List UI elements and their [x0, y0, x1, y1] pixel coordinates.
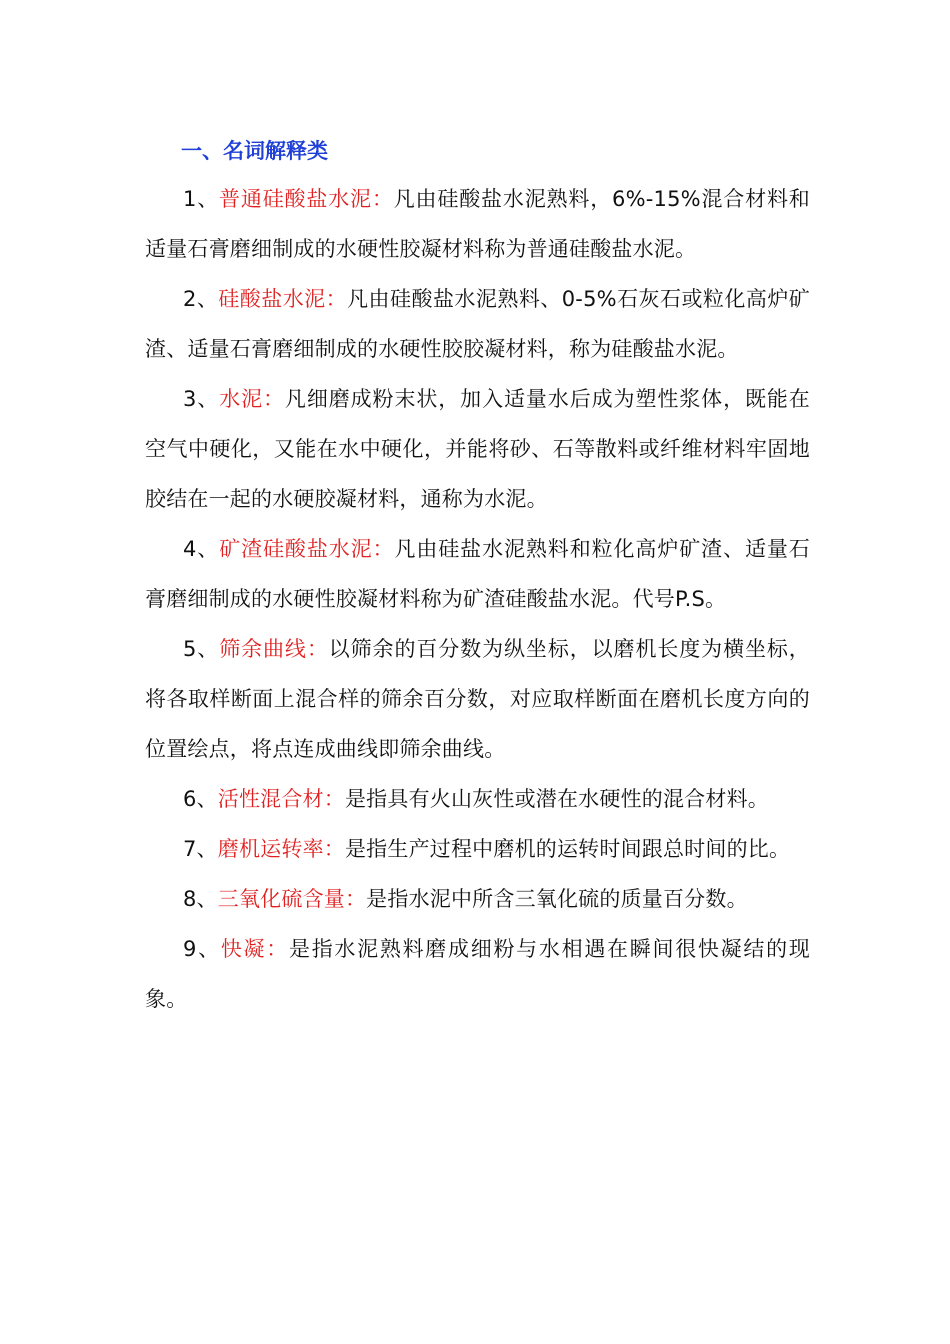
entry-term: 普通硅酸盐水泥：	[219, 187, 394, 211]
entry-definition: 凡由硅酸盐水泥熟料、0-5%石灰石或粒化高炉矿渣、适量石膏磨细制成的水硬性胶胶凝材料，称为硅酸盐水泥。	[145, 287, 810, 361]
entry-2	[145, 274, 810, 374]
entry-term: 三氧化硫含量：	[217, 887, 367, 911]
entry-term: 矿渣硅酸盐水泥：	[219, 537, 395, 561]
document-page	[145, 128, 810, 1024]
entry-definition: 是指水泥熟料磨成细粉与水相遇在瞬间很快凝结的现象。	[145, 937, 811, 1011]
entry-term: 磨机运转率：	[217, 837, 345, 861]
entry-number: 6、	[183, 787, 218, 811]
entry-9	[145, 924, 810, 1024]
entry-number: 9、	[183, 937, 221, 961]
entry-number: 8、	[183, 887, 218, 911]
entry-number: 3、	[183, 387, 220, 411]
entry-definition: 凡由硅酸盐水泥熟料，6%-15%混合材料和适量石膏磨细制成的水硬性胶凝材料称为普通硅酸盐水泥。	[145, 187, 810, 261]
entry-number: 1、	[183, 187, 220, 211]
entry-definition: 是指具有火山灰性或潜在水硬性的混合材料。	[344, 787, 769, 811]
entry-term: 水泥：	[219, 387, 285, 411]
entry-1	[145, 174, 810, 274]
entry-term: 快凝：	[220, 937, 289, 961]
section-title: 一、名词解释类	[181, 139, 328, 163]
entry-definition: 凡由硅盐水泥熟料和粒化高炉矿渣、适量石膏磨细制成的水硬性胶凝材料称为矿渣硅酸盐水泥。代号P.S。	[145, 537, 810, 611]
entry-7	[145, 824, 810, 874]
entry-number: 2、	[183, 287, 219, 311]
entry-term: 硅酸盐水泥：	[218, 287, 348, 311]
entry-number: 5、	[183, 637, 220, 661]
entry-number: 7、	[183, 837, 218, 861]
entry-8	[145, 874, 810, 924]
entry-definition: 是指生产过程中磨机的运转时间跟总时间的比。	[344, 837, 791, 861]
entry-definition: 是指水泥中所含三氧化硫的质量百分数。	[366, 887, 748, 911]
entry-term: 筛余曲线：	[219, 637, 329, 661]
entry-definition: 凡细磨成粉末状，加入适量水后成为塑性浆体，既能在空气中硬化，又能在水中硬化，并能将砂、石等散料或纤维材料牢固地胶结在一起的水硬胶凝材料，通称为水泥。	[145, 387, 810, 511]
entry-5	[145, 624, 810, 774]
entry-6	[145, 774, 810, 824]
entry-term: 活性混合材：	[217, 787, 345, 811]
entry-3	[145, 374, 810, 524]
entry-4	[145, 524, 810, 624]
entry-definition: 以筛余的百分数为纵坐标，以磨机长度为横坐标，将各取样断面上混合样的筛余百分数，对应取样断面在磨机长度方向的位置绘点，将点连成曲线即筛余曲线。	[145, 637, 811, 761]
entry-number: 4、	[183, 537, 220, 561]
